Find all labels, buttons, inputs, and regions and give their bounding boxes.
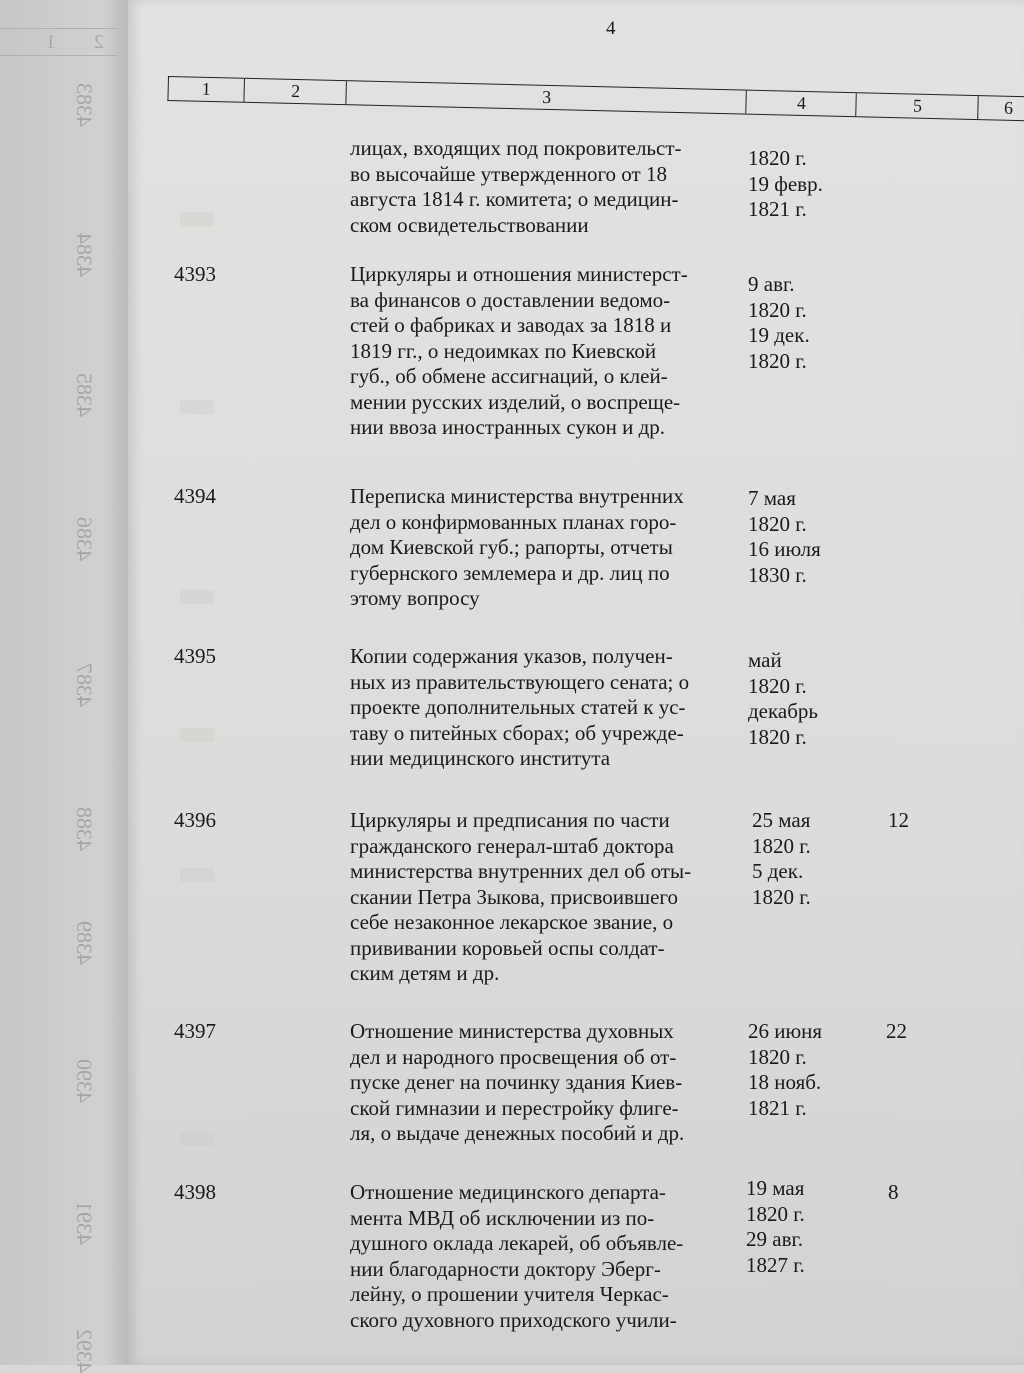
record-dates: 19 мая 1820 г. 29 авг. 1827 г. (746, 1176, 805, 1277)
record-dates: 7 мая 1820 г. 16 июля 1830 г. (748, 486, 821, 587)
previous-page-number-ghost: 4383 (72, 83, 97, 127)
previous-page-number-ghost: 4390 (72, 1059, 97, 1103)
record-number: 4397 (174, 1019, 216, 1043)
column-header-cell: 4 (745, 91, 857, 117)
record-dates: май 1820 г. декабрь 1820 г. (748, 648, 818, 749)
previous-page-number-ghost: 4384 (72, 233, 97, 277)
record-number: 4396 (174, 808, 216, 832)
previous-page-number-ghost: 4388 (72, 807, 97, 851)
previous-page-number-ghost: 4385 (72, 373, 97, 417)
bleed-through-mark (180, 728, 214, 743)
previous-page-number-ghost: 4389 (72, 921, 97, 965)
bleed-through-mark (180, 400, 214, 415)
previous-header-cell: 1 (46, 31, 56, 53)
record-dates: 26 июня 1820 г. 18 нояб. 1821 г. (748, 1019, 823, 1120)
column-header-cell: 6 (977, 96, 1024, 120)
record-sheets: 12 (888, 808, 909, 832)
record-description: Циркуляры и отношения министерст- ва финансов о доставлении ведомо- стей о фабриках и заводах за 1818 и 1819 гг., о недоимках по Киевской губ., об обмене ассигнаций, о клей- мении русских изделий, о воспреще- нии ввоза иностранных сукон и др. (350, 262, 688, 439)
previous-header-cell: 2 (94, 31, 104, 53)
record-description: Отношение министерства духовных дел и народного просвещения об от- пуске денег на починку здания Киев- ской гимназии и перестройку флиге- ля, о выдаче денежных пособий и др. (350, 1019, 685, 1145)
previous-page-header (0, 28, 118, 56)
column-header-cell: 3 (345, 81, 746, 113)
column-header-row (167, 76, 1024, 121)
previous-page-number-ghost: 4392 (72, 1329, 97, 1373)
previous-page-number-ghost: 4386 (72, 517, 97, 561)
bleed-through-mark (180, 868, 214, 883)
record-description: Циркуляры и предписания по части гражданского генерал-штаб доктора министерства внутренних дел об оты- скании Петра Зыкова, присвоившего себе незаконное лекарское звание, о прививании коровьей оспы солдат- ским детям и др. (350, 808, 692, 985)
record-number: 4394 (174, 484, 216, 508)
bleed-through-mark (180, 590, 214, 605)
record-number: 4398 (174, 1180, 216, 1204)
previous-page-number-ghost: 4387 (72, 663, 97, 707)
column-header-cell: 2 (243, 79, 347, 104)
bleed-through-mark (180, 212, 214, 227)
previous-page-number-ghost: 4391 (72, 1201, 97, 1245)
document-page (128, 0, 1024, 1365)
record-description: лицах, входящих под покровительст- во высочайше утвержденного от 18 августа 1814 г. комитета; о медицин- ском освидетельствовании (350, 136, 682, 237)
record-dates: 9 авг. 1820 г. 19 дек. 1820 г. (748, 272, 810, 373)
previous-page-edge (0, 0, 128, 1373)
record-number: 4395 (174, 644, 216, 668)
record-description: Переписка министерства внутренних дел о конфирмованных планах горо- дом Киевской губ.; рапорты, отчеты губернского землемера и др. лиц по этому вопросу (350, 484, 684, 610)
column-header-cell: 1 (201, 78, 211, 100)
record-description: Отношение медицинского департа- мента МВД об исключении из по- душного оклада лекарей, об объявле- нии благодарности доктору Эберг- лейну, о прошении учителя Черкас- ского духовного приходского учили- (350, 1180, 684, 1332)
record-sheets: 8 (888, 1180, 899, 1204)
record-dates: 1820 г. 19 февр. 1821 г. (748, 146, 823, 221)
page-number: 4 (606, 18, 616, 39)
record-dates: 25 мая 1820 г. 5 дек. 1820 г. (752, 808, 811, 909)
column-header-cell: 5 (855, 93, 979, 119)
record-description: Копии содержания указов, получен- ных из правительствующего сената; о проекте дополнительных статей к ус- таву о питейных сборах; об учрежде- нии медицинского института (350, 644, 690, 770)
bleed-through-mark (180, 1132, 214, 1147)
record-sheets: 22 (886, 1019, 907, 1043)
record-number: 4393 (174, 262, 216, 286)
